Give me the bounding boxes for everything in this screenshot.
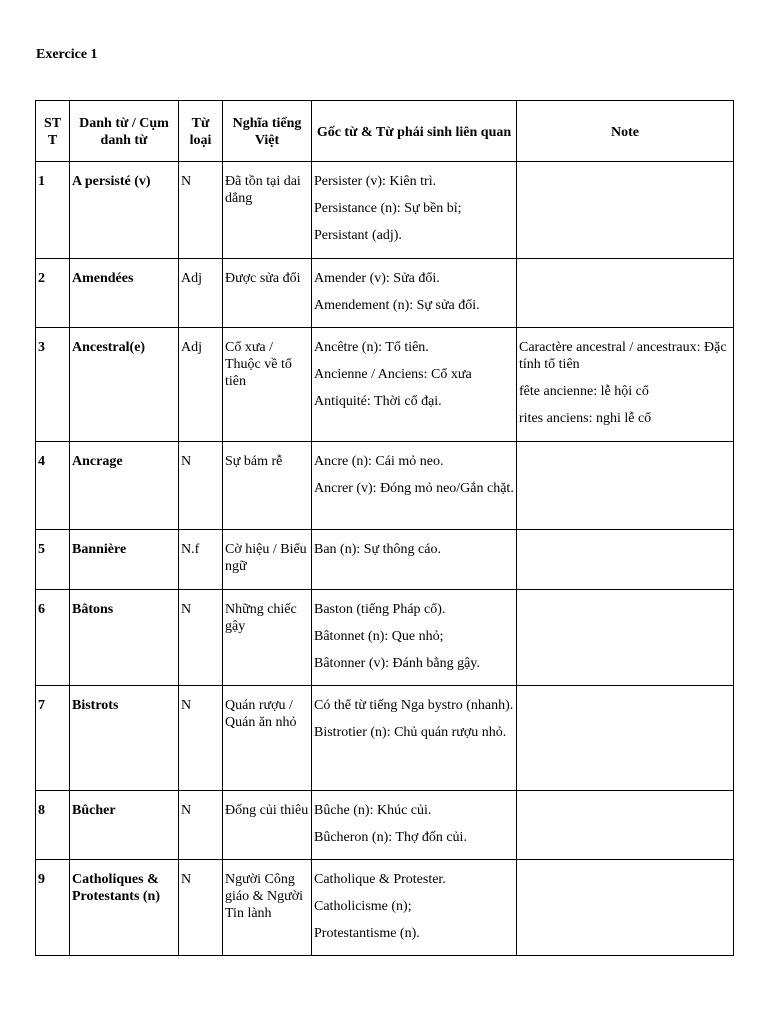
root-entry: Ancrer (v): Đóng mỏ neo/Gắn chặt. — [314, 481, 514, 496]
cell-note — [517, 162, 734, 259]
header-row — [36, 101, 734, 162]
root-entry: Bâtonner (v): Đánh bằng gậy. — [314, 656, 480, 671]
root-entry: Bûche (n): Khúc củi. — [314, 803, 432, 818]
table-row — [36, 791, 734, 860]
table-row — [36, 860, 734, 956]
root-entry: Có thể từ tiếng Nga bystro (nhanh). — [314, 698, 514, 713]
root-entry: Catholique & Protester. — [314, 872, 446, 887]
root-entry: Persister (v): Kiên trì. — [314, 174, 437, 189]
table-row — [36, 259, 734, 328]
cell-note — [517, 590, 734, 686]
cell-stt: 1 — [36, 162, 70, 259]
cell-note — [517, 791, 734, 860]
cell-term: Ancrage — [70, 442, 179, 530]
cell-type: Adj — [179, 328, 223, 442]
cell-meaning: Được sửa đổi — [223, 259, 312, 328]
root-entry: Amender (v): Sửa đổi. — [314, 271, 440, 286]
cell-stt: 5 — [36, 530, 70, 590]
root-entry: Catholicisme (n); — [314, 899, 412, 914]
note-entry: rites anciens: nghi lễ cổ — [519, 411, 652, 426]
cell-roots — [312, 162, 517, 259]
cell-meaning: Quán rượu / Quán ăn nhỏ — [223, 686, 312, 791]
cell-roots — [312, 860, 517, 956]
cell-note — [517, 442, 734, 530]
cell-roots — [312, 259, 517, 328]
cell-meaning: Đống củi thiêu — [223, 791, 312, 860]
table-row — [36, 162, 734, 259]
cell-stt: 6 — [36, 590, 70, 686]
note-entry: fête ancienne: lễ hội cổ — [519, 384, 649, 399]
cell-term: Bâtons — [70, 590, 179, 686]
cell-roots — [312, 328, 517, 442]
cell-stt: 3 — [36, 328, 70, 442]
cell-meaning: Cờ hiệu / Biểu ngữ — [223, 530, 312, 590]
cell-roots — [312, 530, 517, 590]
cell-note — [517, 328, 734, 442]
root-entry: Persistance (n): Sự bền bỉ; — [314, 201, 462, 216]
column-header-term: Danh từ / Cụm danh từ — [70, 101, 179, 162]
cell-type: N — [179, 590, 223, 686]
cell-stt: 8 — [36, 791, 70, 860]
cell-note — [517, 686, 734, 791]
column-header-type: Từ loại — [179, 101, 223, 162]
column-header-meaning: Nghĩa tiếng Việt — [223, 101, 312, 162]
root-entry: Baston (tiếng Pháp cổ). — [314, 602, 446, 617]
vocabulary-table — [35, 100, 734, 956]
table-row — [36, 686, 734, 791]
table-row — [36, 442, 734, 530]
cell-meaning: Đã tồn tại dai dẳng — [223, 162, 312, 259]
cell-meaning: Cổ xưa / Thuộc về tổ tiên — [223, 328, 312, 442]
cell-term: Amendées — [70, 259, 179, 328]
root-entry: Protestantisme (n). — [314, 926, 420, 941]
note-entry: Caractère ancestral / ancestraux: Đặc tính tổ tiên — [519, 340, 727, 372]
cell-type: N — [179, 686, 223, 791]
column-header-stt: ST T — [36, 101, 70, 162]
cell-term: A persisté (v) — [70, 162, 179, 259]
cell-stt: 4 — [36, 442, 70, 530]
cell-term: Bûcher — [70, 791, 179, 860]
cell-roots — [312, 791, 517, 860]
root-entry: Ancienne / Anciens: Cổ xưa — [314, 367, 472, 382]
cell-roots — [312, 686, 517, 791]
column-header-roots: Gốc từ & Từ phái sinh liên quan — [312, 101, 517, 162]
root-entry: Bâtonnet (n): Que nhỏ; — [314, 629, 444, 644]
cell-roots — [312, 442, 517, 530]
table-row — [36, 328, 734, 442]
cell-term: Bistrots — [70, 686, 179, 791]
cell-type: Adj — [179, 259, 223, 328]
cell-term: Bannière — [70, 530, 179, 590]
cell-term: Ancestral(e) — [70, 328, 179, 442]
cell-type: N — [179, 442, 223, 530]
root-entry: Persistant (adj). — [314, 228, 402, 243]
cell-stt: 9 — [36, 860, 70, 956]
table-body — [36, 162, 734, 956]
root-entry: Bûcheron (n): Thợ đốn củi. — [314, 830, 467, 845]
cell-type: N.f — [179, 530, 223, 590]
table-row — [36, 590, 734, 686]
cell-type: N — [179, 162, 223, 259]
cell-stt: 7 — [36, 686, 70, 791]
root-entry: Bistrotier (n): Chủ quán rượu nhỏ. — [314, 725, 507, 740]
cell-type: N — [179, 860, 223, 956]
cell-meaning: Những chiếc gậy — [223, 590, 312, 686]
root-entry: Amendement (n): Sự sửa đổi. — [314, 298, 480, 313]
root-entry: Ban (n): Sự thông cáo. — [314, 542, 441, 557]
cell-type: N — [179, 791, 223, 860]
page-title: Exercice 1 — [36, 47, 98, 62]
table-row — [36, 530, 734, 590]
column-header-note: Note — [517, 101, 734, 162]
root-entry: Ancêtre (n): Tổ tiên. — [314, 340, 429, 355]
cell-meaning: Sự bám rễ — [223, 442, 312, 530]
cell-term: Catholiques & Protestants (n) — [70, 860, 179, 956]
cell-meaning: Người Công giáo & Người Tin lành — [223, 860, 312, 956]
cell-note — [517, 860, 734, 956]
cell-roots — [312, 590, 517, 686]
root-entry: Antiquité: Thời cổ đại. — [314, 394, 442, 409]
cell-note — [517, 530, 734, 590]
cell-note — [517, 259, 734, 328]
cell-stt: 2 — [36, 259, 70, 328]
root-entry: Ancre (n): Cái mỏ neo. — [314, 454, 444, 469]
